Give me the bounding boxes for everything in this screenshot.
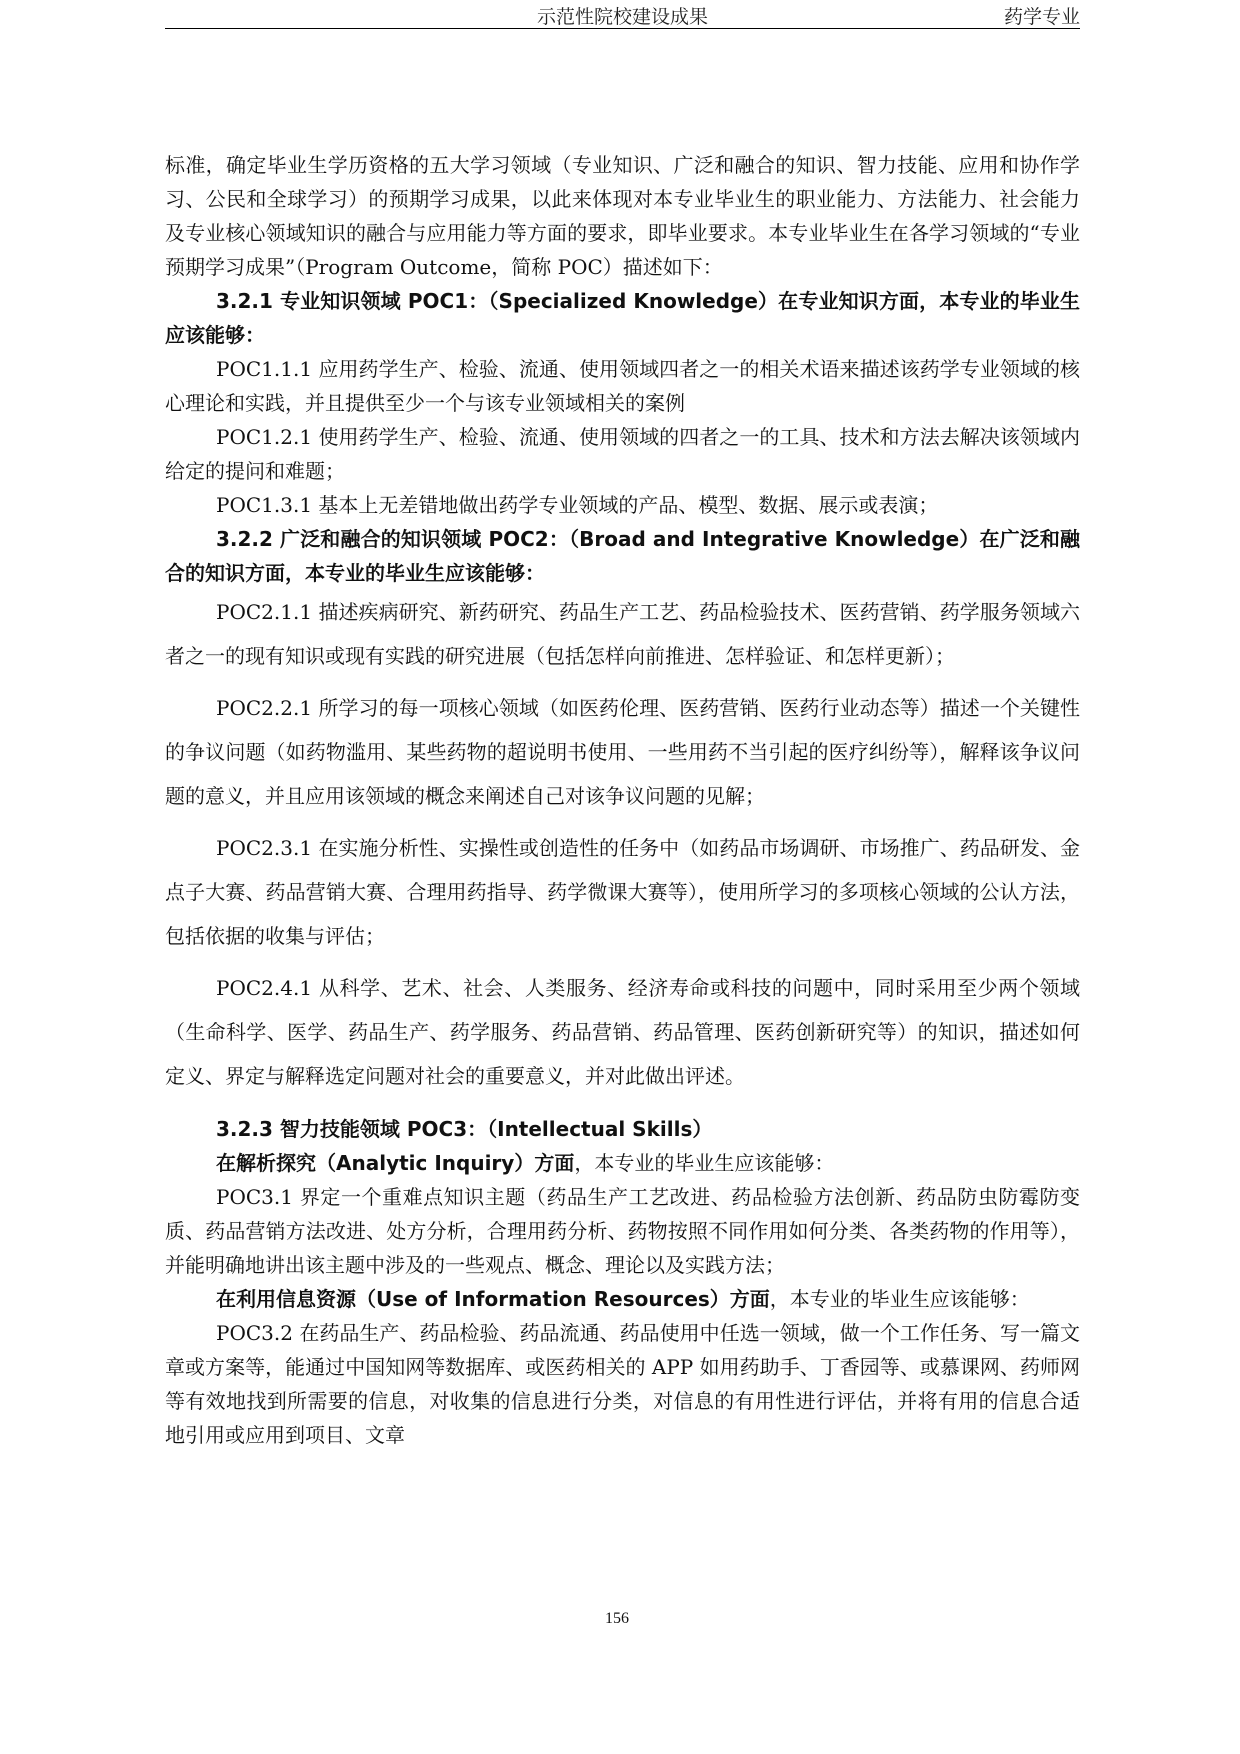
intro-paragraph: 标准，确定毕业生学历资格的五大学习领域（专业知识、广泛和融合的知识、智力技能、应用和协作学习、公民和全球学习）的预期学习成果，以此来体现对本专业毕业生的职业能力、方法能力、社会能力及专业核心领域知识的融合与应用能力等方面的要求，即毕业要求。本专业毕业生在各学习领域的“专业预期学习成果”（Program Outcome，简称 POC）描述如下： [165,153,1080,279]
analytic-inquiry-label: 在解析探究（Analytic Inquiry）方面 [216,1151,575,1175]
poc-2-3-1: POC2.3.1 在实施分析性、实操性或创造性的任务中（如药品市场调研、市场推广、药品研发、金点子大赛、药品营销大赛、合理用药指导、药学微课大赛等），使用所学习的多项核心领域的公认方法，包括依据的收集与评估； [165,836,1080,948]
header-title: 示范性院校建设成果 [537,6,709,28]
poc-2-1-1: POC2.1.1 描述疾病研究、新药研究、药品生产工艺、药品检验技术、医药营销、药学服务领域六者之一的现有知识或现有实践的研究进展（包括怎样向前推进、怎样验证、和怎样更新）； [165,600,1080,668]
analytic-inquiry-line [165,1146,1080,1180]
section-heading-3-2-1: 3.2.1 专业知识领域 POC1：（Specialized Knowledge）在专业知识方面，本专业的毕业生应该能够： [165,289,1080,347]
poc-2-2-1: POC2.2.1 所学习的每一项核心领域（如医药伦理、医药营销、医药行业动态等）描述一个关键性的争议问题（如药物滥用、某些药物的超说明书使用、一些用药不当引起的医疗纠纷等），解释该争议问题的意义，并且应用该领域的概念来阐述自己对该争议问题的见解； [165,696,1080,808]
analytic-inquiry-rest: ，本专业的毕业生应该能够： [574,1151,835,1175]
poc-3-1: POC3.1 界定一个重难点知识主题（药品生产工艺改进、药品检验方法创新、药品防虫防霉防变质、药品营销方法改进、处方分析，合理用药分析、药物按照不同作用如何分类、各类药物的作用等），并能明确地讲出该主题中涉及的一些观点、概念、理论以及实践方法； [165,1185,1080,1277]
section-heading-3-2-3: 3.2.3 智力技能领域 POC3：（Intellectual Skills） [216,1117,713,1141]
poc-1-3-1: POC1.3.1 基本上无差错地做出药学专业领域的产品、模型、数据、展示或表演； [216,493,939,517]
poc-1-1-1: POC1.1.1 应用药学生产、检验、流通、使用领域四者之一的相关术语来描述该药学专业领域的核心理论和实践，并且提供至少一个与该专业领域相关的案例 [165,357,1080,415]
info-resources-line [165,1282,1080,1316]
section-heading-3-2-2: 3.2.2 广泛和融合的知识领域 POC2：（Broad and Integrative Knowledge）在广泛和融合的知识方面，本专业的毕业生应该能够： [165,527,1080,585]
document-body [165,148,1080,1452]
header-right: 药学专业 [1003,6,1080,28]
poc-1-2-1: POC1.2.1 使用药学生产、检验、流通、使用领域的四者之一的工具、技术和方法去解决该领域内给定的提问和难题； [165,425,1080,483]
poc-3-2: POC3.2 在药品生产、药品检验、药品流通、药品使用中任选一领域，做一个工作任务、写一篇文章或方案等，能通过中国知网等数据库、或医药相关的 APP 如用药助手、丁香园等、或慕课网、药师网等有效地找到所需要的信息，对收集的信息进行分类，对信息的有用性进行评估，并将有用的信息合适地引用或应用到项目、文章 [165,1321,1080,1447]
poc-2-4-1: POC2.4.1 从科学、艺术、社会、人类服务、经济寿命或科技的问题中，同时采用至少两个领域（生命科学、医学、药品生产、药学服务、药品营销、药品管理、医药创新研究等）的知识，描述如何定义、界定与解释选定问题对社会的重要意义，并对此做出评述。 [165,976,1080,1088]
page-header [165,0,1080,29]
info-resources-label: 在利用信息资源（Use of Information Resources）方面 [216,1287,770,1311]
page-number: 156 [605,1610,629,1627]
info-resources-rest: ，本专业的毕业生应该能够： [769,1287,1030,1311]
